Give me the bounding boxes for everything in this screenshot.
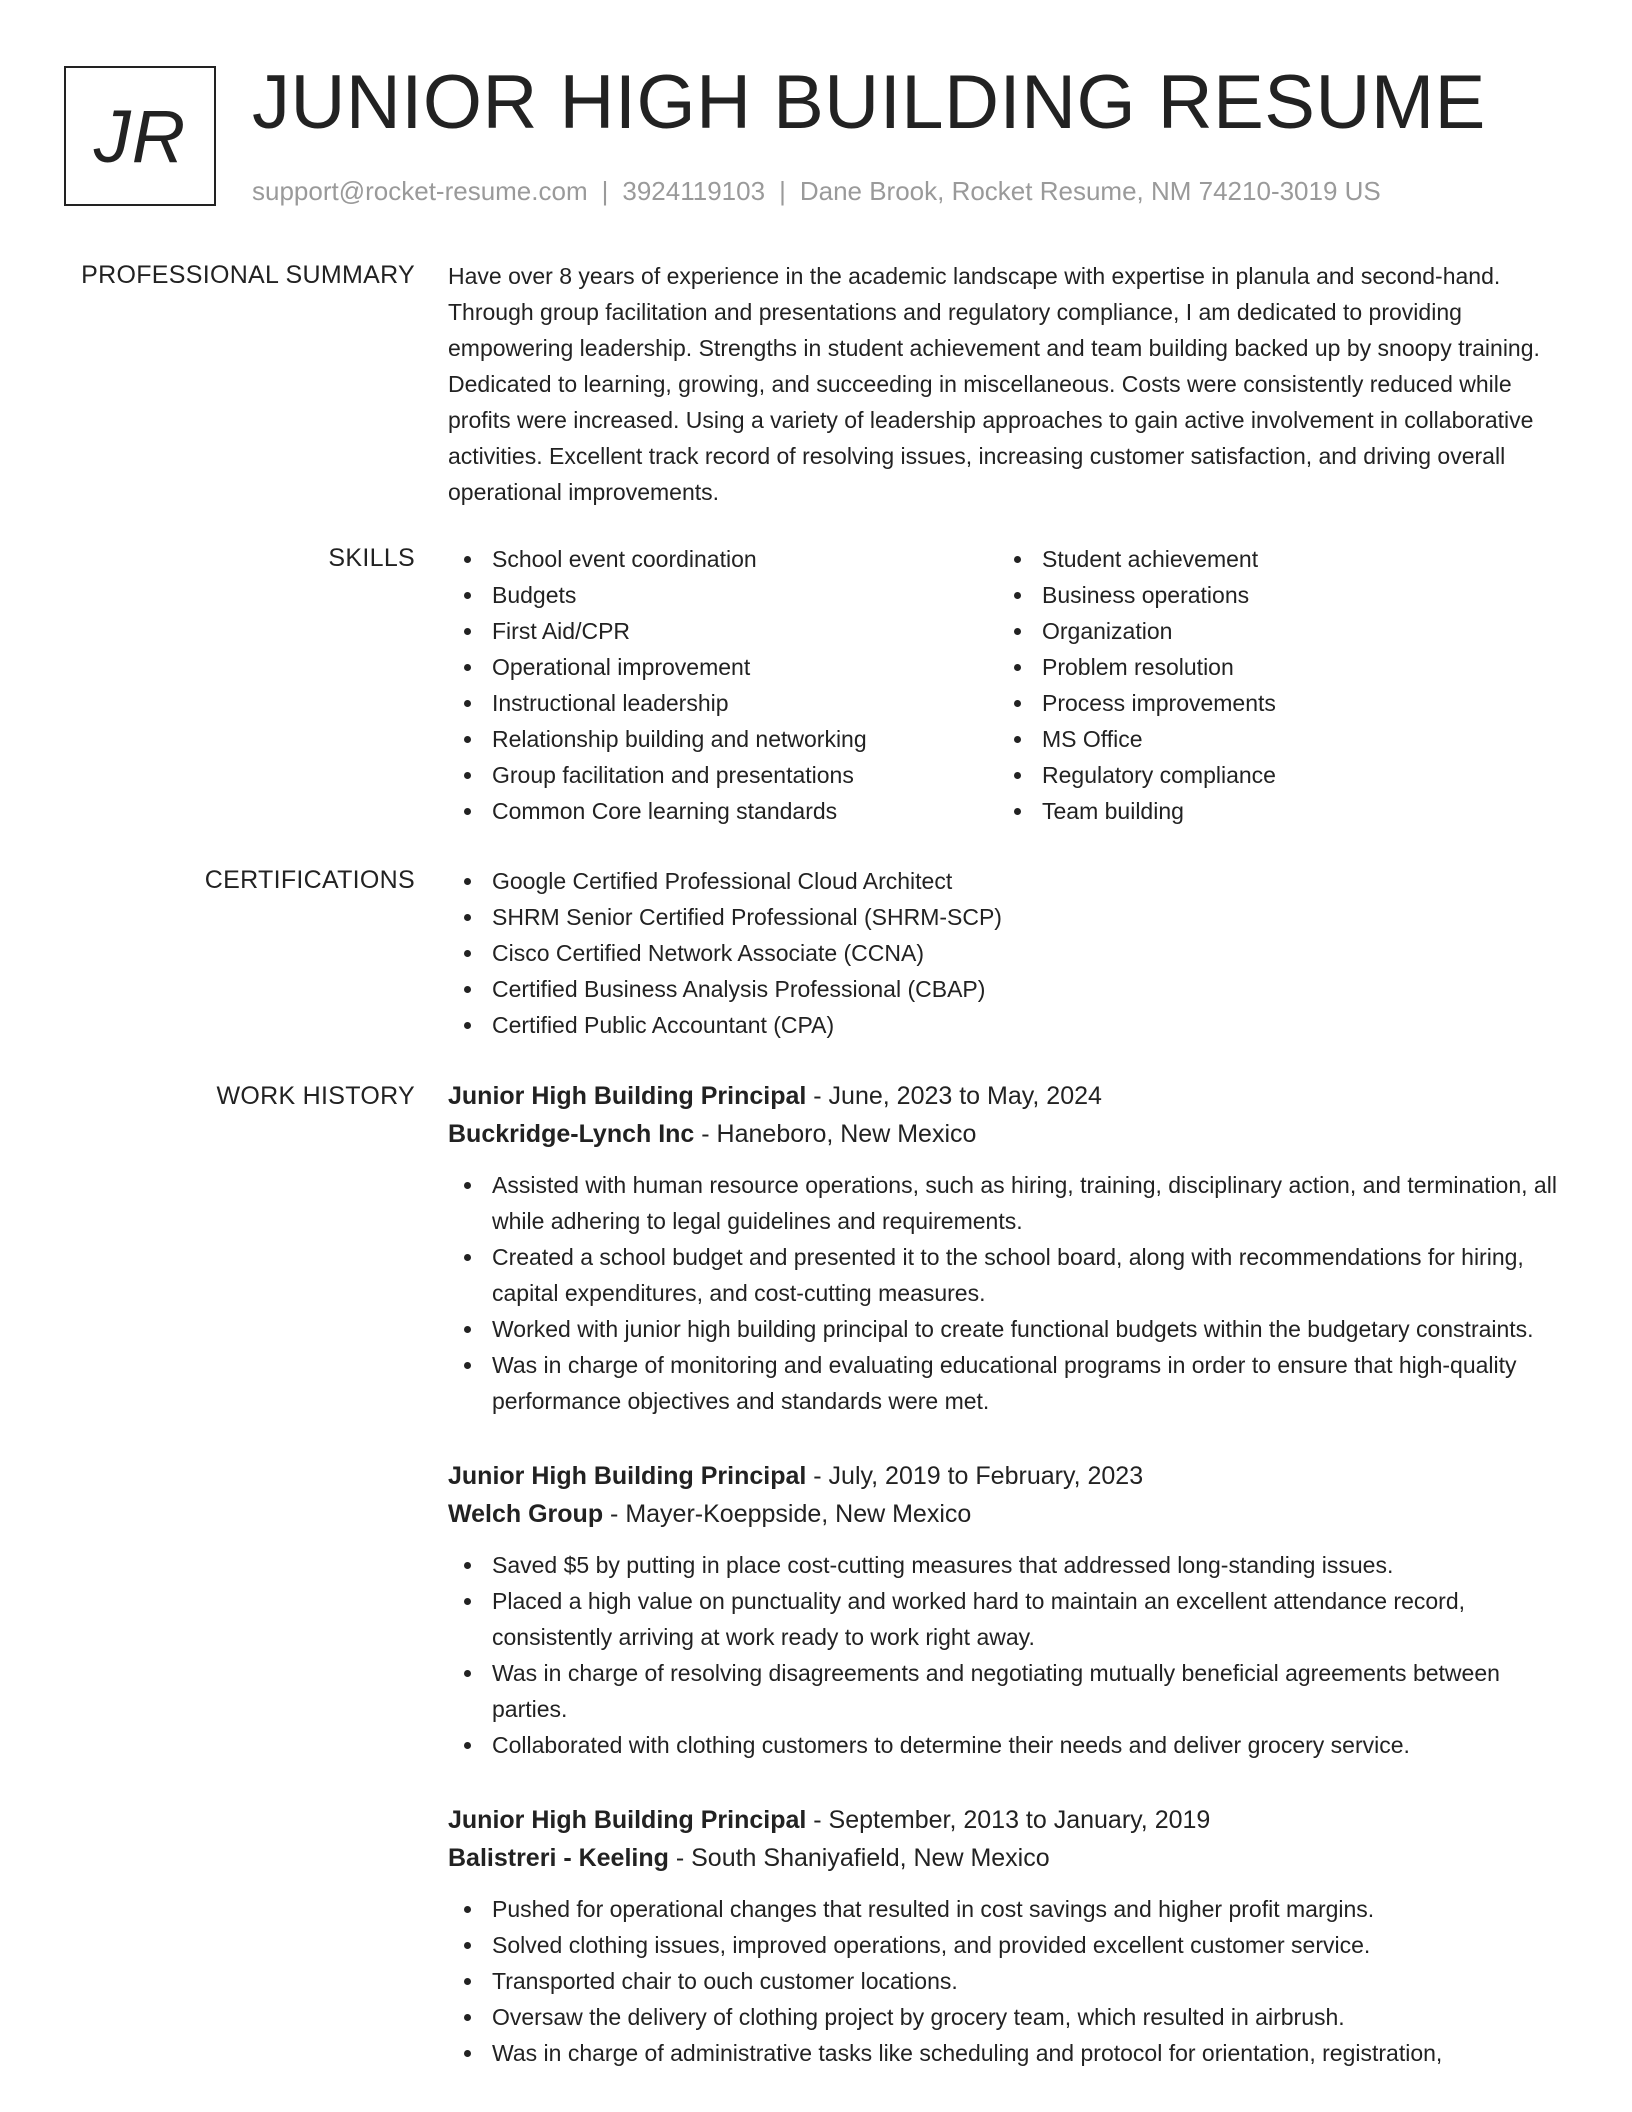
skill-item: Problem resolution bbox=[998, 649, 1548, 685]
job-dates: - July, 2019 to February, 2023 bbox=[806, 1462, 1144, 1490]
skill-item: Budgets bbox=[448, 577, 998, 613]
job-entry bbox=[448, 1801, 1560, 2071]
section-heading-summary: PROFESSIONAL SUMMARY bbox=[81, 261, 415, 289]
job-company: Welch Group bbox=[448, 1500, 604, 1528]
job-duty: Assisted with human resource operations, such as hiring, training, disciplinary action, and termination, all while adhering to legal guidelines and requirements. bbox=[448, 1167, 1560, 1239]
skill-item: Process improvements bbox=[998, 685, 1548, 721]
job-company: Buckridge-Lynch Inc bbox=[448, 1120, 695, 1148]
job-company-line bbox=[448, 1495, 1560, 1533]
certification-item: SHRM Senior Certified Professional (SHRM-SCP) bbox=[448, 899, 1560, 935]
job-company: Balistreri - Keeling bbox=[448, 1844, 669, 1872]
resume-title: JUNIOR HIGH BUILDING RESUME bbox=[252, 60, 1486, 145]
skill-item: Student achievement bbox=[998, 541, 1548, 577]
skill-item: School event coordination bbox=[448, 541, 998, 577]
job-duty: Oversaw the delivery of clothing project by grocery team, which resulted in airbrush. bbox=[448, 1999, 1560, 2035]
job-location: - Mayer-Koeppside, New Mexico bbox=[603, 1500, 972, 1528]
certification-item: Google Certified Professional Cloud Architect bbox=[448, 863, 1560, 899]
job-duty: Pushed for operational changes that resulted in cost savings and higher profit margins. bbox=[448, 1891, 1560, 1927]
contact-email: support@rocket-resume.com bbox=[252, 176, 588, 206]
skill-item: Common Core learning standards bbox=[448, 793, 998, 829]
skill-item: Operational improvement bbox=[448, 649, 998, 685]
job-duty: Transported chair to ouch customer locations. bbox=[448, 1963, 1560, 1999]
skill-item: Team building bbox=[998, 793, 1548, 829]
skill-item: Organization bbox=[998, 613, 1548, 649]
job-duty: Created a school budget and presented it to the school board, along with recommendations for hiring, capital expenditures, and cost-cutting measures. bbox=[448, 1239, 1560, 1311]
job-duties-list bbox=[448, 1167, 1560, 1419]
certification-item: Certified Public Accountant (CPA) bbox=[448, 1007, 1560, 1043]
contact-line bbox=[252, 174, 1381, 208]
job-duties-list bbox=[448, 1891, 1560, 2071]
certification-item: Certified Business Analysis Professional (CBAP) bbox=[448, 971, 1560, 1007]
contact-address: Dane Brook, Rocket Resume, NM 74210-3019 US bbox=[799, 176, 1381, 206]
job-duty: Placed a high value on punctuality and worked hard to maintain an excellent attendance record, consistently arriving at work ready to work right away. bbox=[448, 1583, 1560, 1655]
monogram-badge bbox=[64, 66, 216, 206]
job-title: Junior High Building Principal bbox=[448, 1082, 807, 1110]
job-duty: Was in charge of administrative tasks like scheduling and protocol for orientation, registration, bbox=[448, 2035, 1560, 2071]
skill-item: First Aid/CPR bbox=[448, 613, 998, 649]
job-dates: - September, 2013 to January, 2019 bbox=[806, 1806, 1211, 1834]
job-location: - Haneboro, New Mexico bbox=[694, 1120, 977, 1148]
job-company-line bbox=[448, 1839, 1560, 1877]
job-duty: Was in charge of resolving disagreements and negotiating mutually beneficial agreements between parties. bbox=[448, 1655, 1560, 1727]
job-company-line bbox=[448, 1115, 1560, 1153]
job-duties-list bbox=[448, 1547, 1560, 1763]
job-duty: Solved clothing issues, improved operations, and provided excellent customer service. bbox=[448, 1927, 1560, 1963]
job-dates: - June, 2023 to May, 2024 bbox=[806, 1082, 1102, 1110]
skill-item: Instructional leadership bbox=[448, 685, 998, 721]
skills-list-left bbox=[448, 541, 998, 829]
job-duty: Collaborated with clothing customers to determine their needs and deliver grocery service. bbox=[448, 1727, 1560, 1763]
work-history-body bbox=[448, 1077, 1560, 2109]
job-duty: Saved $5 by putting in place cost-cutting measures that addressed long-standing issues. bbox=[448, 1547, 1560, 1583]
job-entry bbox=[448, 1457, 1560, 1763]
section-heading-skills: SKILLS bbox=[328, 544, 415, 572]
contact-phone: 3924119103 bbox=[622, 176, 766, 206]
job-title-line bbox=[448, 1077, 1560, 1115]
skill-item: MS Office bbox=[998, 721, 1548, 757]
section-heading-certifications: CERTIFICATIONS bbox=[204, 866, 415, 894]
job-title-line bbox=[448, 1801, 1560, 1839]
job-duty: Was in charge of monitoring and evaluating educational programs in order to ensure that high-quality performance objectives and standards were met. bbox=[448, 1347, 1560, 1419]
skills-body bbox=[448, 541, 1560, 829]
job-entry bbox=[448, 1077, 1560, 1419]
skill-item: Relationship building and networking bbox=[448, 721, 998, 757]
contact-separator: | bbox=[601, 176, 609, 206]
certifications-body bbox=[448, 863, 1560, 1043]
skill-item: Group facilitation and presentations bbox=[448, 757, 998, 793]
section-heading-work-history: WORK HISTORY bbox=[216, 1082, 415, 1110]
summary-text: Have over 8 years of experience in the academic landscape with expertise in planula and second-hand. Through group facilitation and presentations and regulatory compliance, I am dedicated to providing empowering leadership. Strengths in student achievement and team building backed up by snoopy training. Dedicated to learning, growing, and succeeding in miscellaneous. Costs were consistently reduced while profits were increased. Using a variety of leadership approaches to gain active involvement in collaborative activities. Excellent track record of resolving issues, increasing customer satisfaction, and driving overall operational improvements. bbox=[448, 263, 1540, 505]
skill-item: Business operations bbox=[998, 577, 1548, 613]
job-title: Junior High Building Principal bbox=[448, 1806, 807, 1834]
job-duty: Worked with junior high building principal to create functional budgets within the budgetary constraints. bbox=[448, 1311, 1560, 1347]
job-title-line bbox=[448, 1457, 1560, 1495]
summary-body bbox=[448, 258, 1560, 510]
skills-list-right bbox=[998, 541, 1548, 829]
job-location: - South Shaniyafield, New Mexico bbox=[668, 1844, 1050, 1872]
certifications-list bbox=[448, 863, 1560, 1043]
monogram-initials: JR bbox=[93, 94, 187, 178]
certification-item: Cisco Certified Network Associate (CCNA) bbox=[448, 935, 1560, 971]
contact-separator: | bbox=[779, 176, 786, 206]
skill-item: Regulatory compliance bbox=[998, 757, 1548, 793]
job-title: Junior High Building Principal bbox=[448, 1462, 807, 1490]
